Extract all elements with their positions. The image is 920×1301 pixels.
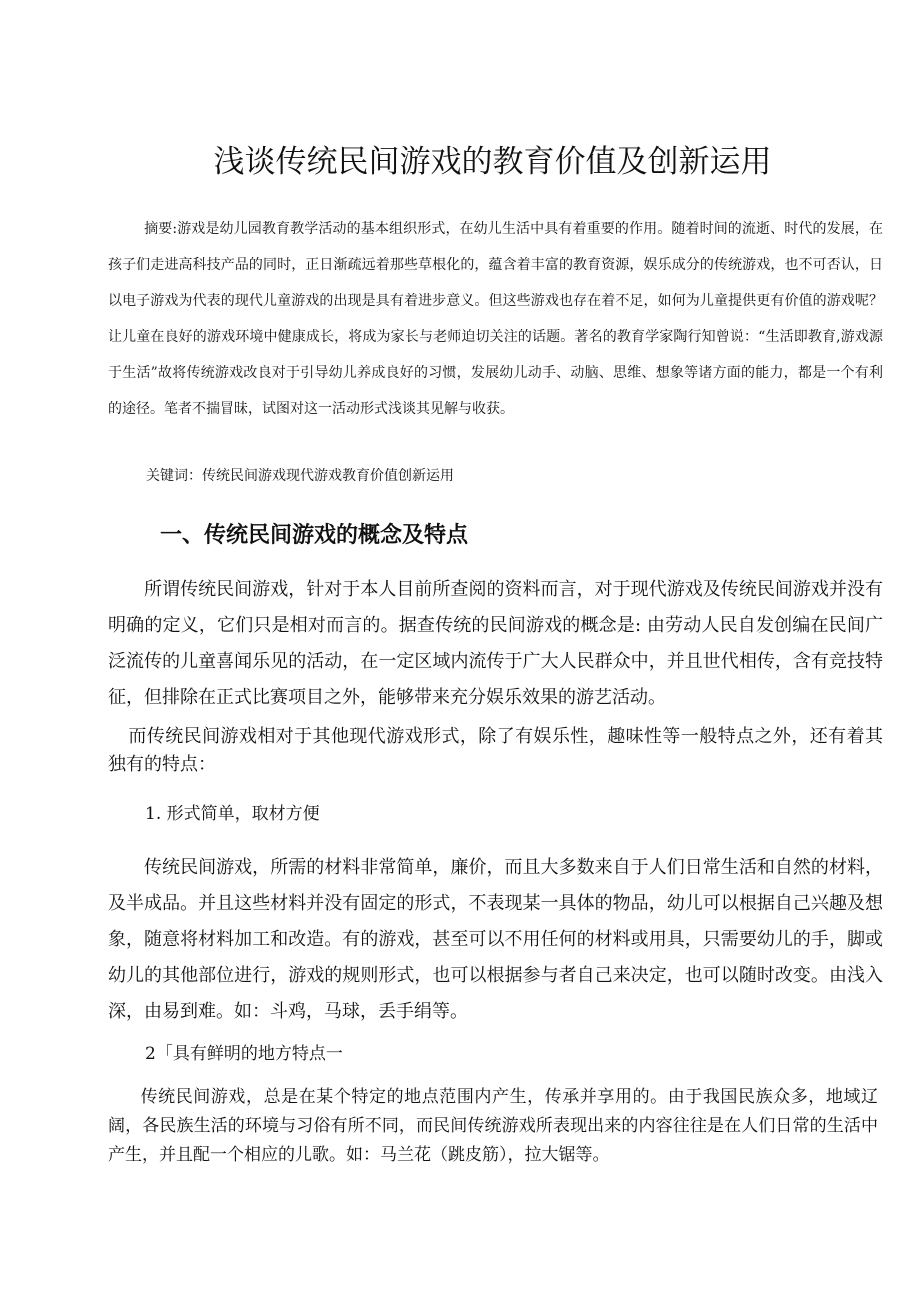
paragraph-text: 而传统民间游戏相对于其他现代游戏形式，除了有娱乐性，趣味性等一般特点之外，还有着其独有的特点： (108, 726, 883, 775)
body-paragraph-1 (108, 572, 883, 716)
body-paragraph-3 (108, 850, 883, 1030)
keywords-line: 关键词：传统民间游戏现代游戏教育价值创新运用 (146, 468, 454, 484)
section-heading: 一、传统民间游戏的概念及特点 (160, 523, 469, 548)
document-title: 浅谈传统民间游戏的教育价值及创新运用 (213, 144, 772, 180)
paragraph-text: 传统民间游戏，总是在某个特定的地点范围内产生，传承并享用的。由于我国民族众多，地域辽阔，各民族生活的环境与习俗有所不同，而民间传统游戏所表现出来的内容往往是在人们日常的生活中产生，并且配一个相应的儿歌。如：马兰花（跳皮筋），拉大锯等。 (108, 1087, 878, 1165)
abstract-text: 摘要:游戏是幼儿园教育教学活动的基本组织形式，在幼儿生活中具有着重要的作用。随着时间的流逝、时代的发展，在孩子们走进高科技产品的同时，正日渐疏远着那些草根化的，蕴含着丰富的教育资源，娱乐成分的传统游戏，也不可否认，日以电子游戏为代表的现代儿童游戏的出现是具有着进步意义。但这些游戏也存在着不足，如何为儿童提供更有价值的游戏呢？让儿童在良好的游戏环境中健康成长，将成为家长与老师迫切关注的话题。著名的教育学家陶行知曾说：“生活即教育,游戏源于生活”故将传统游戏改良对于引导幼儿养成良好的习惯，发展幼儿动手、动脑、思维、想象等诸方面的能力，都是一个有利的途径。笔者不揣冒昧，试图对这一活动形式浅谈其见解与收获。 (108, 221, 883, 417)
paragraph-text: 所谓传统民间游戏，针对于本人目前所查阅的资料而言，对于现代游戏及传统民间游戏并没有明确的定义，它们只是相对而言的。据查传统的民间游戏的概念是: 由劳动人民自发创编在民间广泛流传的儿童喜闻乐见的活动，在一定区域内流传于广大人民群众中，并且世代相传，含有竞技特征，但排除在正式比赛项目之外，能够带来充分娱乐效果的游艺活动。 (108, 579, 883, 708)
subheading-2: 2「具有鲜明的地方特点一 (145, 1044, 343, 1064)
paragraph-text: 传统民间游戏，所需的材料非常简单，廉价，而且大多数来自于人们日常生活和自然的材料，及半成品。并且这些材料并没有固定的形式，不表现某一具体的物品，幼儿可以根据自己兴趣及想象，随意将材料加工和改造。有的游戏，甚至可以不用任何的材料或用具，只需要幼儿的手，脚或幼儿的其他部位进行，游戏的规则形式，也可以根据参与者自己来决定，也可以随时改变。由浅入深，由易到难。如：斗鸡，马球，丢手绢等。 (108, 857, 883, 1022)
abstract-paragraph (108, 211, 883, 427)
body-paragraph-2 (108, 723, 883, 779)
body-paragraph-4 (108, 1083, 878, 1170)
subheading-1: 1. 形式简单，取材方便 (145, 804, 320, 824)
